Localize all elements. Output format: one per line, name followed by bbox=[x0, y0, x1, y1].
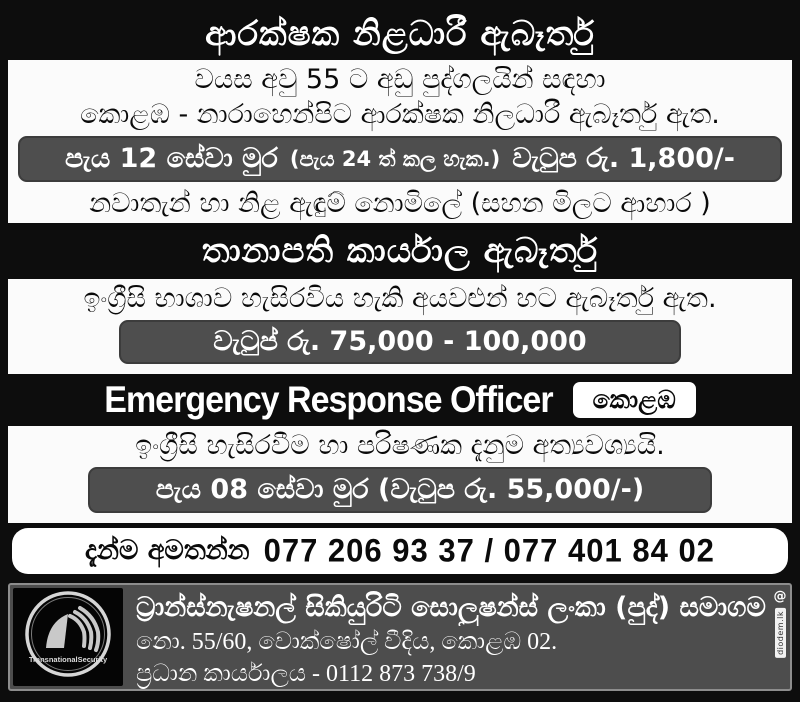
head-office-phone: ප්‍රධාන කාර්යාලය - 0112 873 738/9 bbox=[136, 661, 476, 687]
transnational-security-logo bbox=[13, 588, 123, 686]
embassy-section-title: තානාපති කාර්යාල ඇබෑර්තු bbox=[201, 231, 599, 271]
security-shift-hours: පැය 12 සේවා මුර bbox=[65, 143, 278, 174]
embassy-section-header bbox=[8, 223, 792, 279]
embassy-section-body bbox=[8, 279, 792, 374]
at-symbol-icon: @ bbox=[773, 589, 787, 604]
security-salary: වැටුප රු. 1,800/- bbox=[512, 143, 735, 174]
security-benefits-line: නවාතැන් හා නිළ ඇඳුම් නොමිලේ (සහන මිලට ආහාර ) bbox=[89, 188, 711, 219]
company-name: ට්‍රාන්ස්නැෂනල් සිකියුරිටි සොලුෂන්ස් ලංකා (පුද්) සමාගම bbox=[136, 592, 766, 623]
ero-shift-salary-bar: පැය 08 සේවා මුර (වැටුප රු. 55,000/-) bbox=[88, 467, 712, 513]
phone-numbers: 077 206 93 37 / 077 401 84 02 bbox=[263, 532, 715, 569]
watermark bbox=[772, 589, 788, 658]
svg-text:TransnationalSecurity: TransnationalSecurity bbox=[28, 655, 108, 664]
security-section-body bbox=[8, 60, 792, 223]
ero-requirement-line: ඉංග්‍රීසි හැසිරවීම හා පරිෂණක දැනුම අත්‍යවශ්‍යයි. bbox=[135, 430, 665, 461]
company-address: නො. 55/60, වොක්ෂෝල් වීදිය, කොළඹ 02. bbox=[136, 629, 558, 655]
ero-location-badge: කොළඹ bbox=[573, 382, 696, 418]
footer-text-block bbox=[126, 585, 790, 689]
embassy-requirement-line: ඉංග්‍රීසි භාශාව හැසිරවිය හැකි අයවළුන් හට ඇබෑර්තු ඇත. bbox=[83, 283, 717, 314]
security-section-header bbox=[8, 8, 792, 60]
contact-pill bbox=[12, 528, 788, 574]
embassy-salary-bar: වැටුප් රු. 75,000 - 100,000 bbox=[119, 320, 681, 364]
watermark-site: diodem.lk bbox=[775, 608, 786, 658]
security-shift-note: (පැය 24 ත් කල හැක.) bbox=[289, 146, 501, 171]
security-location-line: කොළඹ - නාරාහෙන්පිට ආරක්ෂක නිලධාරී ඇබෑර්තු ඇත. bbox=[80, 99, 720, 130]
security-section-title: ආරක්ෂක නිළධාරී ඇබෑර්තු bbox=[205, 14, 595, 54]
transnational-security-logo-icon bbox=[18, 588, 118, 686]
contact-strip bbox=[8, 523, 792, 579]
ero-title: Emergency Response Officer bbox=[104, 378, 553, 420]
ero-section-body bbox=[8, 426, 792, 523]
security-age-line: වයස අවු 55 ට අඩු පුද්ගලයින් සඳහා bbox=[194, 64, 606, 95]
ero-section-header bbox=[8, 374, 792, 426]
footer-company-panel bbox=[8, 583, 792, 691]
call-now-label: දැන්ම අමතන්න bbox=[85, 535, 250, 566]
security-shift-salary-bar bbox=[18, 136, 782, 182]
